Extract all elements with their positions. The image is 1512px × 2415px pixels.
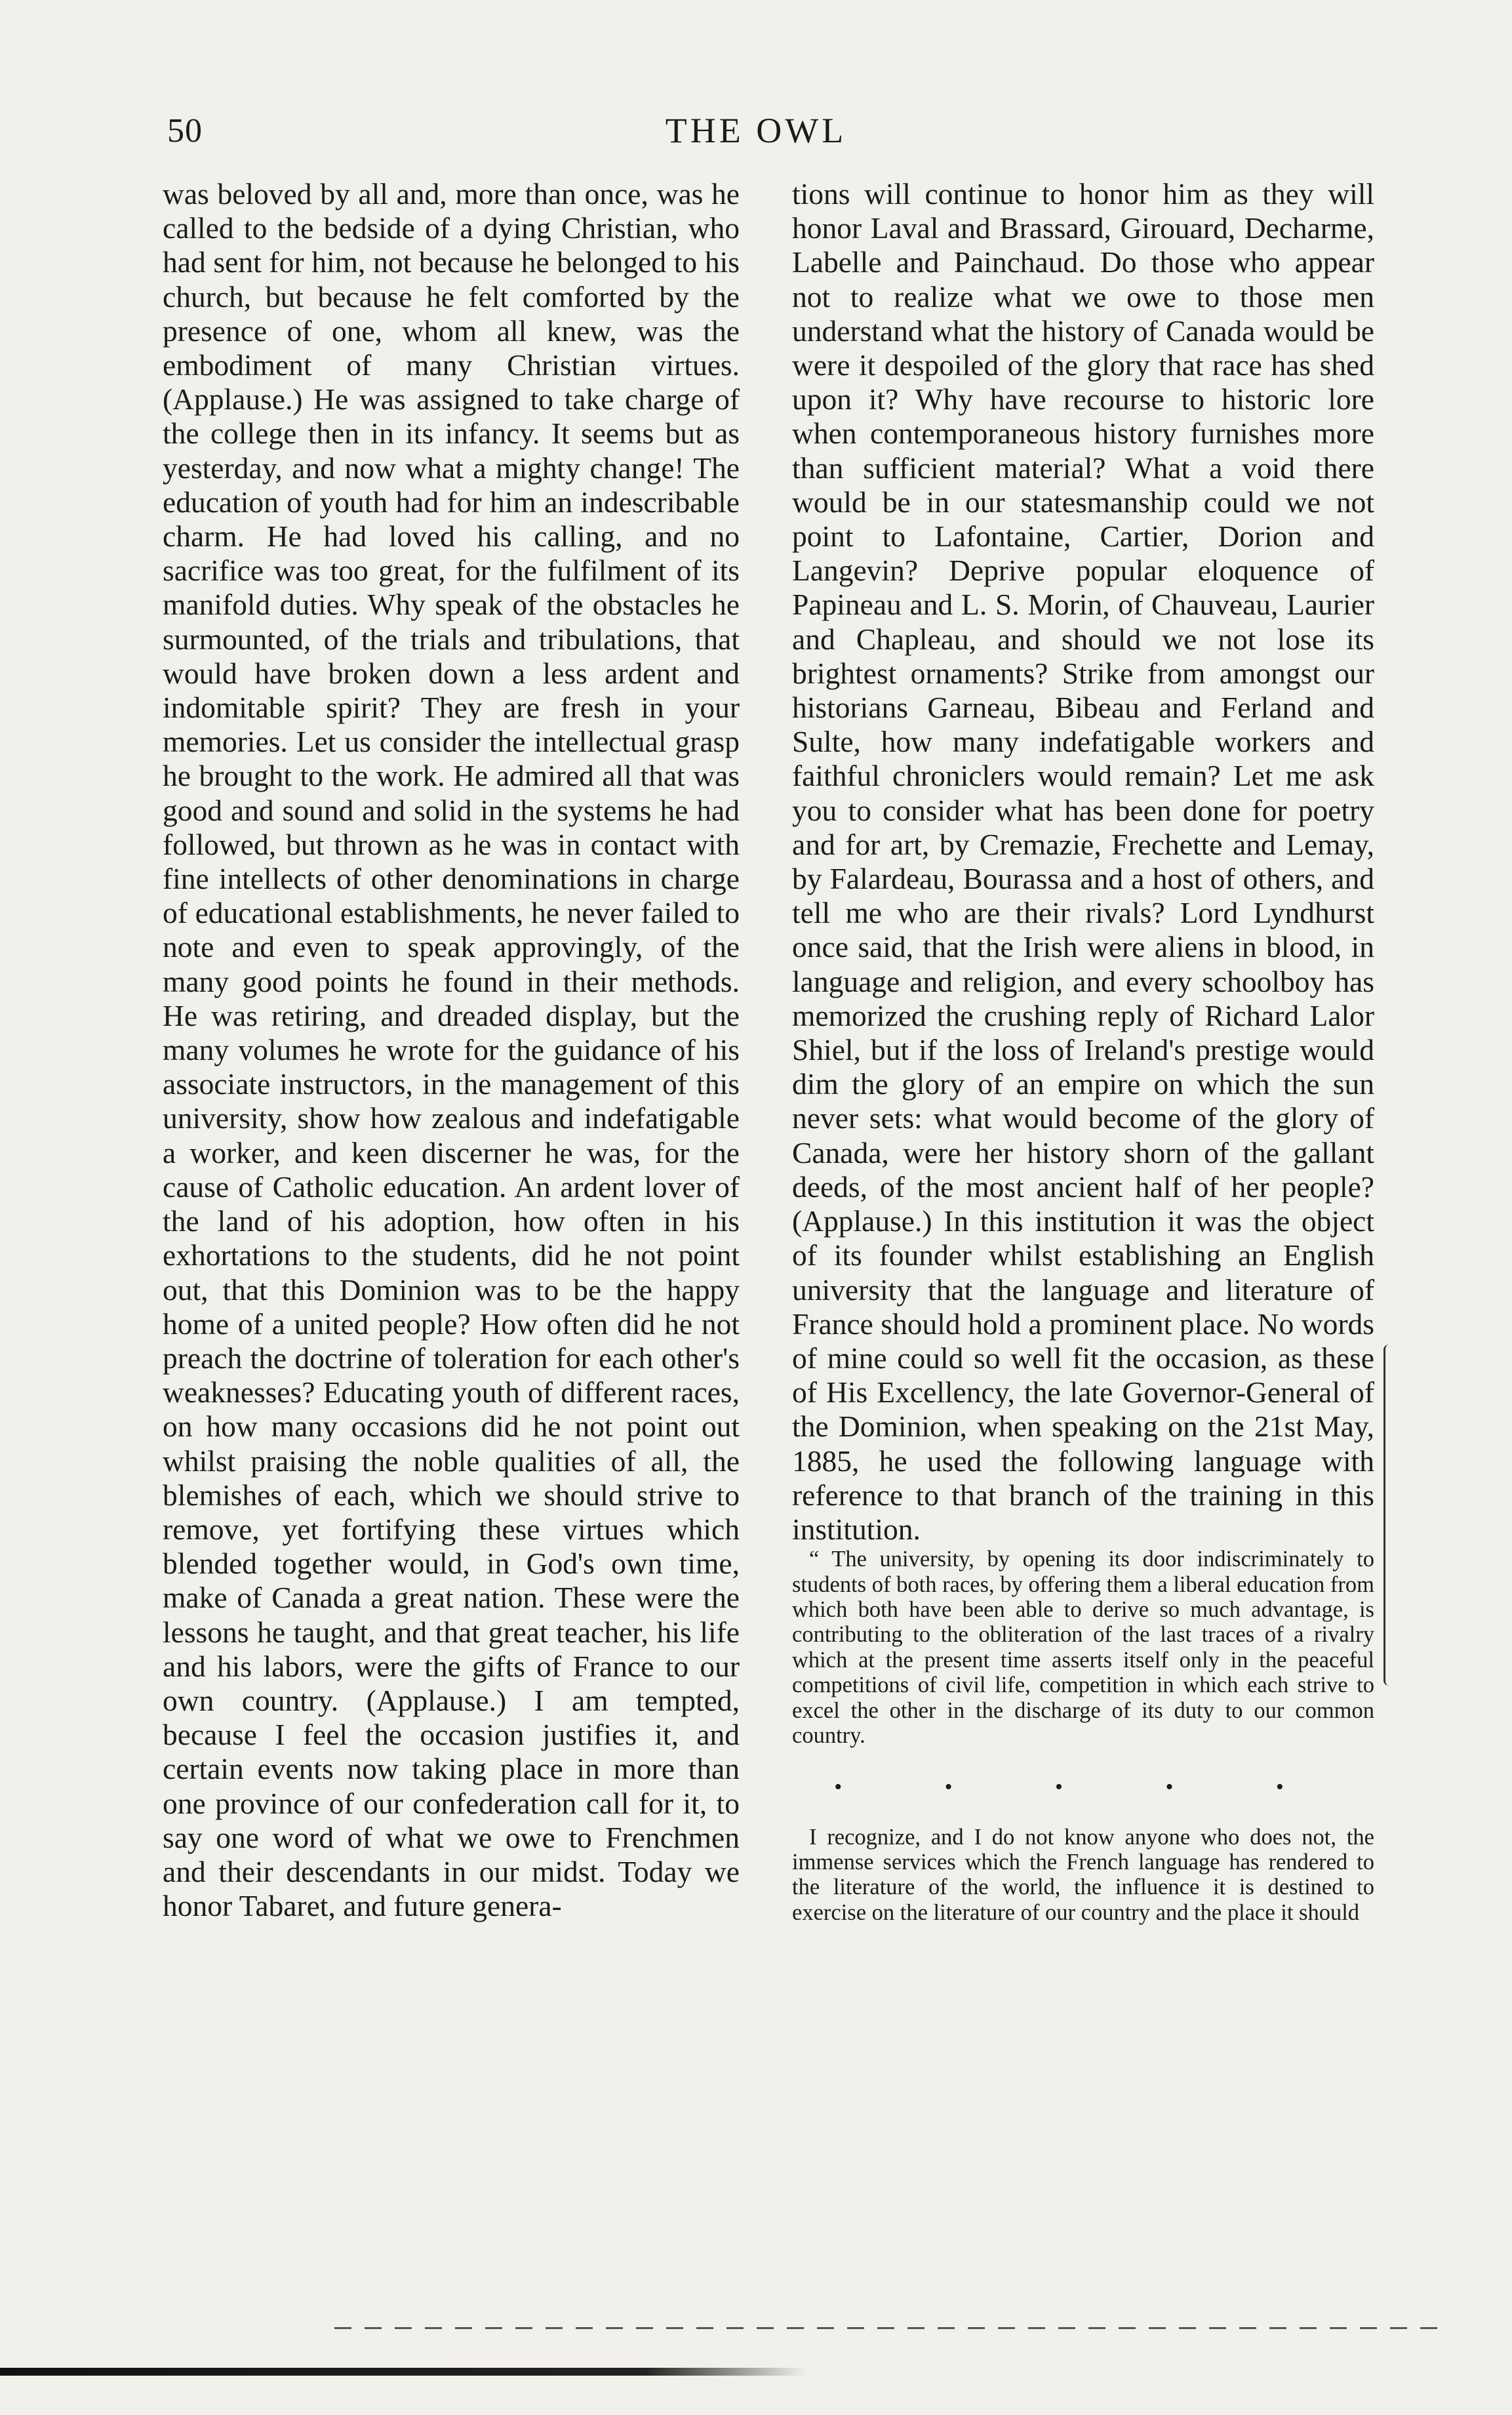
section-separator: • • • • • [834, 1775, 1332, 1800]
block-quote: “ The university, by opening its door indiscriminately to students of both races, by offering them a liberal education from which both have been able to derive so much advantage, is contributing to the obliteration of the last traces of a rivalry which at the present time asserts itself only in the peaceful competitions of civil life, competition in which each strive to excel the other in the discharge of its duty to our common country. [792, 1547, 1374, 1748]
bottom-dashed-rule [334, 2327, 1449, 2329]
margin-bracket-mark [1383, 1345, 1401, 1686]
right-column-text: tions will continue to honor him as they will honor Laval and Brassard, Girouard, Decharme, Labelle and Painchaud. Do those who appear not to realize what we owe to those men understand what the history of Canada would be were it despoiled of the glory that race has shed upon it? Why have recourse to historic lore when contemporaneous history furnishes more than sufficient material? What a void there would be in our statesmanship could we not point to Lafontaine, Cartier, Dorion and Langevin? Deprive popular eloquence of Papineau and L. S. Morin, of Chauveau, Laurier and Chapleau, and should we not lose its brightest ornaments? Strike from amongst our historians Garneau, Bibeau and Ferland and Sulte, how many indefatigable workers and faithful chroniclers would remain? Let me ask you to consider what has been done for poetry and for art, by Cremazie, Frechette and Lemay, by Falardeau, Bourassa and a host of others, and tell me who are their rivals? Lord Lyndhurst once said, that the Irish were aliens in blood, in language and religion, and every schoolboy has memorized the crushing reply of Richard Lalor Shiel, but if the loss of Ireland's prestige would dim the glory of an empire on which the sun never sets: what would become of the glory of Canada, were her history shorn of the gallant deeds, of the most ancient half of her people? (Applause.) In this institution it was the object of its founder whilst establishing an English university that the language and literature of France should hold a prominent place. No words of mine could so well fit the occasion, as these of His Excellency, the late Governor-General of the Dominion, when speaking on the 21st May, 1885, he used the following language with reference to that branch of the training in this institution. [792, 177, 1374, 1546]
bottom-scan-bar [0, 2368, 806, 2376]
continuation-text: I recognize, and I do not know anyone who does not, the immense services which the French language has rendered to the literature of the world, the influence it is destined to exercise on the literature of our country and the place it should [792, 1824, 1374, 1925]
running-title: THE OWL [665, 111, 847, 150]
page-number: 50 [167, 112, 203, 150]
left-column [163, 177, 740, 1923]
right-column [792, 177, 1374, 1925]
left-column-text: was beloved by all and, more than once, was he called to the bedside of a dying Christian, who had sent for him, not because he belonged to his church, but because he felt comforted by the presence of one, whom all knew, was the embodiment of many Christian virtues. (Applause.) He was assigned to take charge of the college then in its infancy. It seems but as yesterday, and now what a mighty change! The education of youth had for him an indescribable charm. He had loved his calling, and no sacrifice was too great, for the fulfilment of its manifold duties. Why speak of the obstacles he surmounted, of the trials and tribulations, that would have broken down a less ardent and indomitable spirit? They are fresh in your memories. Let us consider the intellectual grasp he brought to the work. He admired all that was good and sound and solid in the systems he had followed, but thrown as he was in contact with fine intellects of other denominations in charge of educational establishments, he never failed to note and even to speak approvingly, of the many good points he found in their methods. He was retiring, and dreaded display, but the many volumes he wrote for the guidance of his associate instructors, in the management of this university, show how zealous and indefatigable a worker, and keen discerner he was, for the cause of Catholic education. An ardent lover of the land of his adoption, how often in his exhortations to the students, did he not point out, that this Dominion was to be the happy home of a united people? How often did he not preach the doctrine of toleration for each other's weaknesses? Educating youth of different races, on how many occasions did he not point out whilst praising the noble qualities of all, the blemishes of each, which we should strive to remove, yet fortifying these virtues which blended together would, in God's own time, make of Canada a great nation. These were the lessons he taught, and that great teacher, his life and his labors, were the gifts of France to our own country. (Applause.) I am tempted, because I feel the occasion justifies it, and certain events now taking place in more than one province of our confederation call for it, to say one word of what we owe to Frenchmen and their descendants in our midst. Today we honor Tabaret, and future genera- [163, 177, 740, 1923]
